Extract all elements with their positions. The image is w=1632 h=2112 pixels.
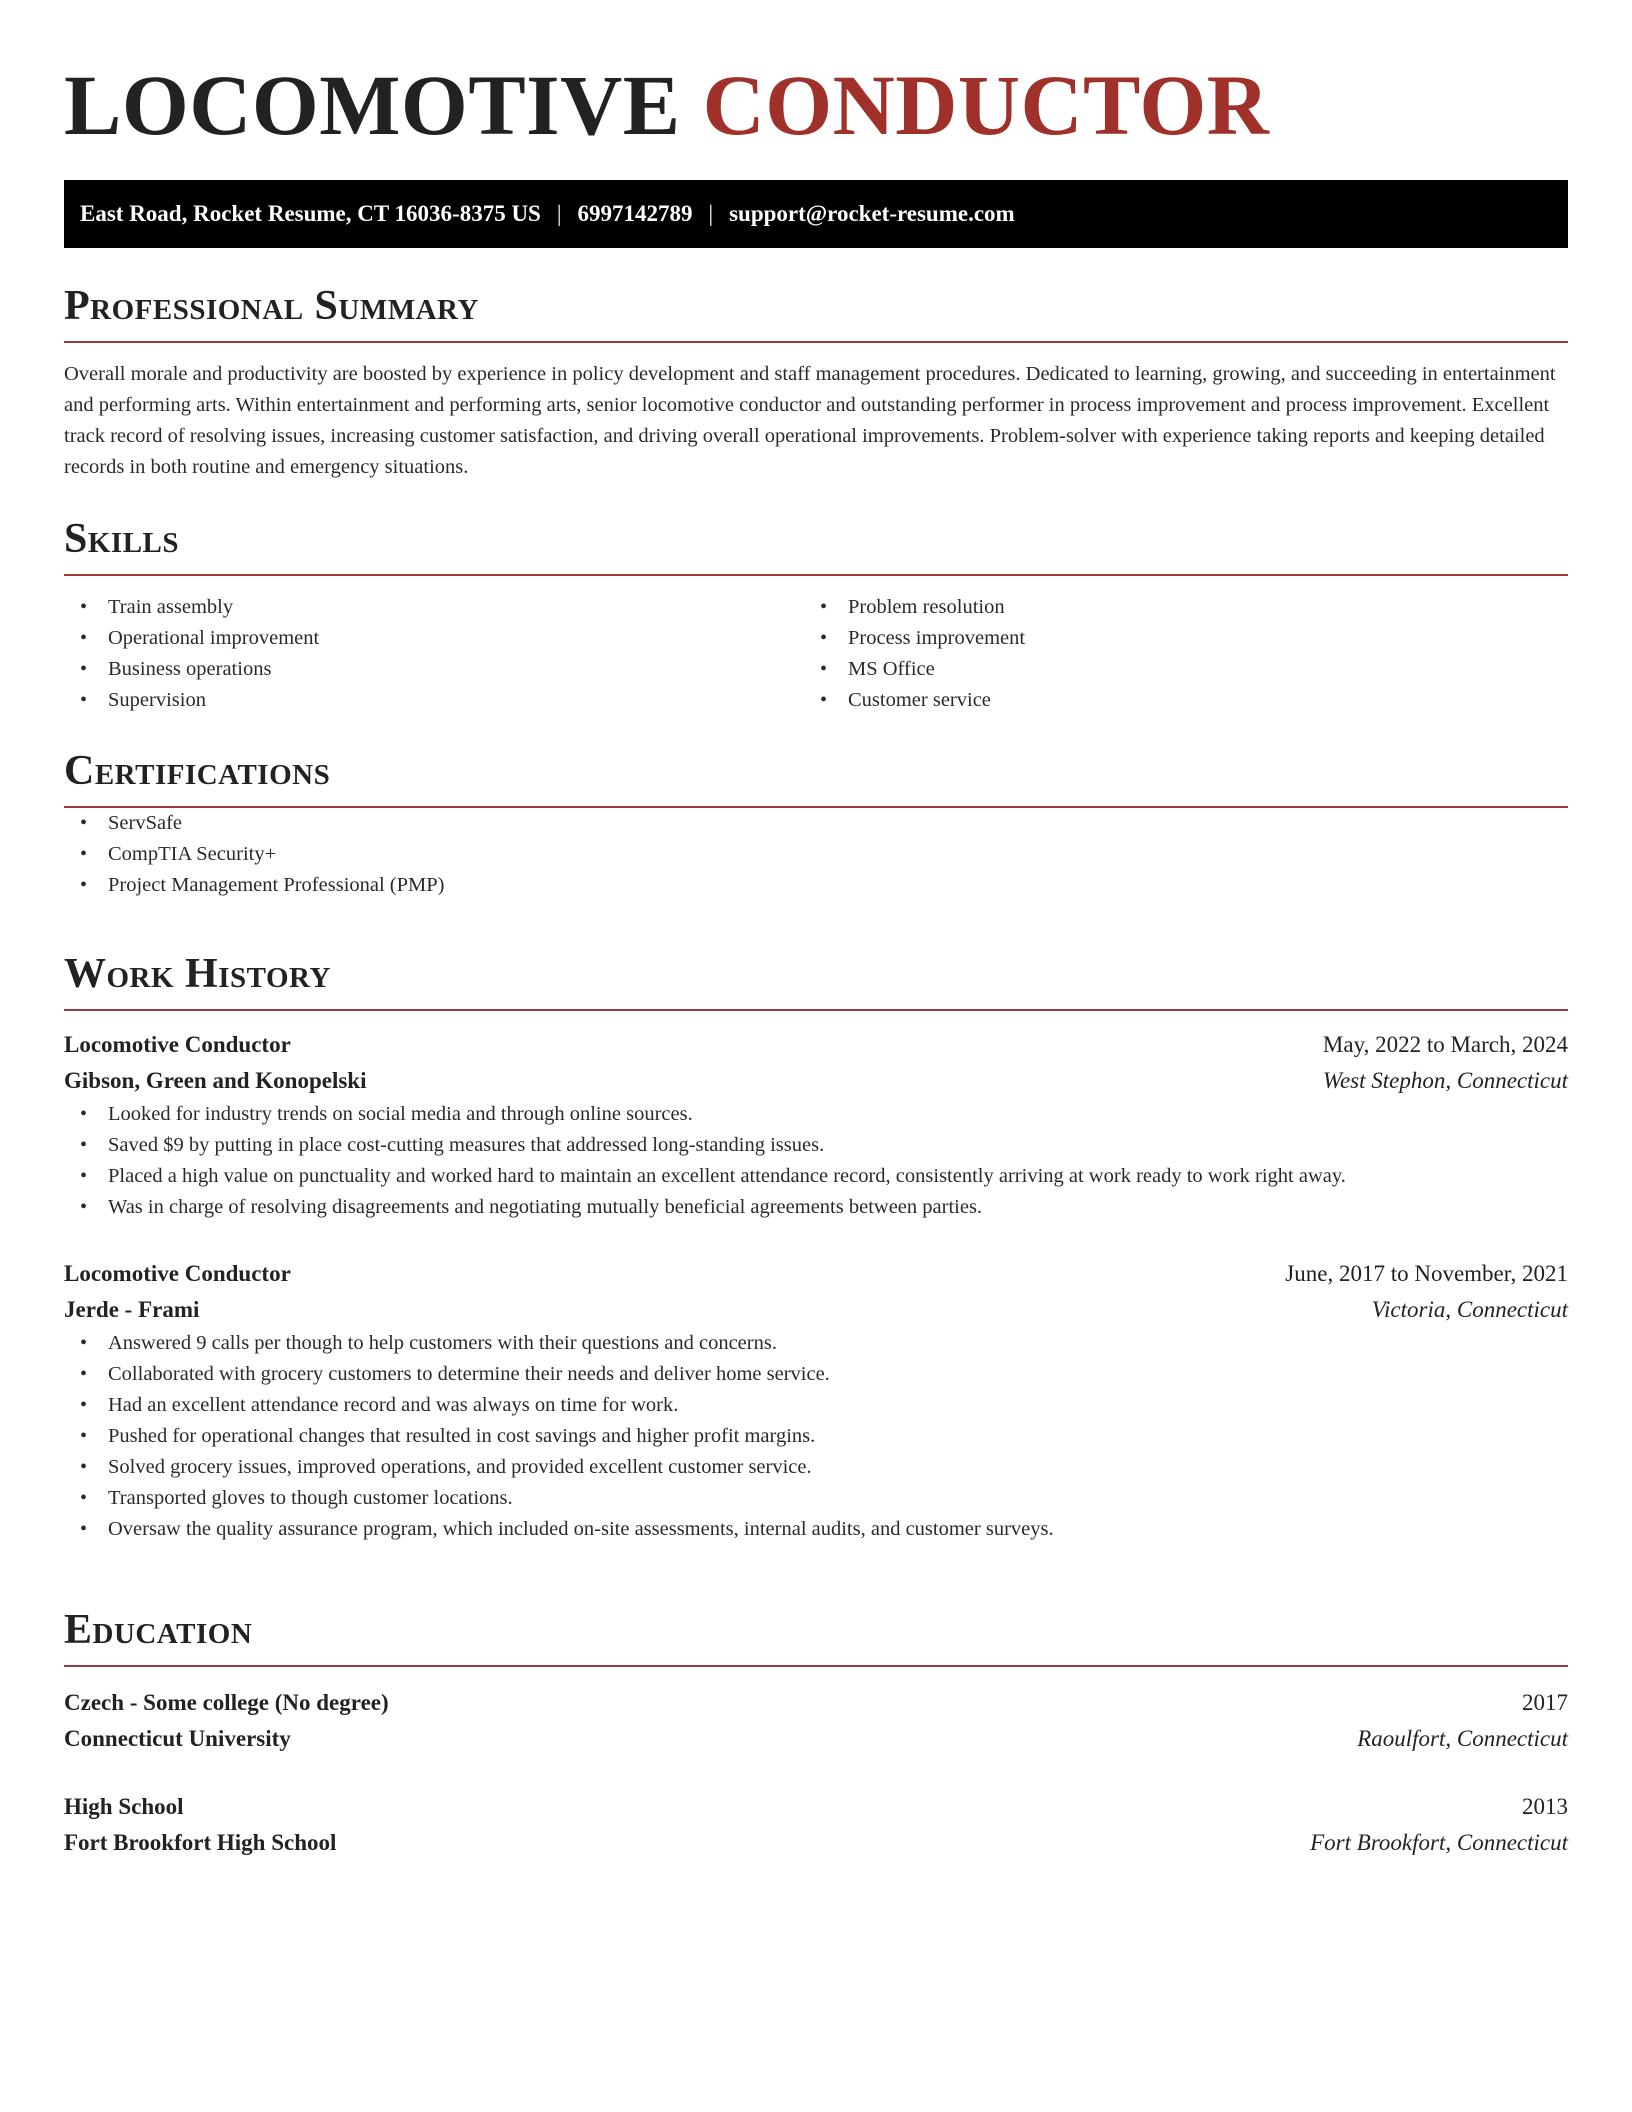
contact-phone: 6997142789 [577, 201, 693, 226]
skill-item: • MS Office [804, 654, 1544, 685]
job-role: Locomotive Conductor [64, 1032, 291, 1057]
certifications-list [64, 808, 1568, 901]
job-bullet: • Transported gloves to though customer locations. [64, 1483, 1568, 1514]
certification-item: • Project Management Professional (PMP) [64, 870, 1568, 901]
education-degree: High School [64, 1794, 184, 1819]
skill-item: • Problem resolution [804, 592, 1544, 623]
skill-item: • Train assembly [64, 592, 804, 623]
job-location: West Stephon, Connecticut [1322, 1068, 1568, 1093]
job-entry [64, 1027, 1568, 1223]
job-bullet: • Placed a high value on punctuality and worked hard to maintain an excellent attendance record, consistently arriving at work ready to work right away. [64, 1161, 1568, 1192]
job-company-row [64, 1063, 1568, 1099]
education-degree: Czech - Some college (No degree) [64, 1690, 389, 1715]
job-bullet: • Looked for industry trends on social media and through online sources. [64, 1099, 1568, 1130]
contact-separator: | [556, 201, 562, 226]
skill-item: • Customer service [804, 685, 1544, 716]
contact-address: East Road, Rocket Resume, CT 16036-8375 US [80, 201, 541, 226]
skills-section [64, 518, 1568, 716]
certification-item: • CompTIA Security+ [64, 839, 1568, 870]
certifications-section [64, 750, 1568, 901]
work-history-section [64, 953, 1568, 1545]
job-role: Locomotive Conductor [64, 1261, 291, 1286]
job-bullet: • Pushed for operational changes that resulted in cost savings and higher profit margins. [64, 1421, 1568, 1452]
education-degree-row [64, 1685, 1568, 1721]
education-school: Connecticut University [64, 1726, 291, 1751]
contact-separator: | [708, 201, 714, 226]
skills-list-left [64, 592, 804, 716]
section-title-skills: Skills [64, 516, 180, 562]
job-location: Victoria, Connecticut [1371, 1297, 1568, 1322]
section-divider [64, 574, 1568, 576]
job-bullet: • Was in charge of resolving disagreements and negotiating mutually beneficial agreements between parties. [64, 1192, 1568, 1223]
education-school-row [64, 1721, 1568, 1757]
resume-name [64, 57, 1568, 153]
education-school-row [64, 1825, 1568, 1861]
education-year: 2013 [1522, 1794, 1568, 1819]
job-company: Gibson, Green and Konopelski [64, 1068, 367, 1093]
job-dates: May, 2022 to March, 2024 [1322, 1032, 1568, 1057]
education-location: Fort Brookfort, Connecticut [1310, 1830, 1568, 1855]
skills-list-right [804, 592, 1544, 716]
education-entry [64, 1685, 1568, 1757]
job-bullet: • Saved $9 by putting in place cost-cutting measures that addressed long-standing issues. [64, 1130, 1568, 1161]
skills-grid [64, 592, 1568, 716]
education-degree-row [64, 1789, 1568, 1825]
summary-section [64, 285, 1568, 483]
section-title-education: Education [64, 1607, 253, 1653]
education-location: Raoulfort, Connecticut [1357, 1726, 1568, 1751]
job-bullets [64, 1328, 1568, 1545]
job-bullets [64, 1099, 1568, 1223]
job-entry [64, 1256, 1568, 1545]
job-bullet: • Collaborated with grocery customers to determine their needs and deliver home service. [64, 1359, 1568, 1390]
job-bullet: • Solved grocery issues, improved operations, and provided excellent customer service. [64, 1452, 1568, 1483]
job-header-row [64, 1256, 1568, 1292]
job-company: Jerde - Frami [64, 1297, 200, 1322]
job-company-row [64, 1292, 1568, 1328]
name-last: CONDUCTOR [702, 57, 1270, 153]
skill-item: • Operational improvement [64, 623, 804, 654]
skill-item: • Business operations [64, 654, 804, 685]
summary-text: Overall morale and productivity are boosted by experience in policy development and staff management procedures. Dedicated to learning, growing, and succeeding in entertainment and performing arts. Within entertainment and performing arts, senior locomotive conductor and outstanding performer in process improvement and process improvement. Excellent track record of resolving issues, increasing customer satisfaction, and driving overall operational improvements. Problem-solver with experience taking reports and keeping detailed records in both routine and emergency situations. [64, 363, 1556, 478]
education-year: 2017 [1522, 1690, 1568, 1715]
certification-item: • ServSafe [64, 808, 1568, 839]
job-bullet: • Oversaw the quality assurance program, which included on-site assessments, internal audits, and customer surveys. [64, 1514, 1568, 1545]
section-divider [64, 1009, 1568, 1011]
job-header-row [64, 1027, 1568, 1063]
section-title-summary: Professional Summary [64, 283, 479, 329]
education-school: Fort Brookfort High School [64, 1830, 337, 1855]
job-dates: June, 2017 to November, 2021 [1285, 1261, 1568, 1286]
education-section [64, 1609, 1568, 1861]
section-divider [64, 341, 1568, 343]
section-divider [64, 1665, 1568, 1667]
contact-email: support@rocket-resume.com [729, 201, 1015, 226]
skill-item: • Supervision [64, 685, 804, 716]
job-bullet: • Had an excellent attendance record and was always on time for work. [64, 1390, 1568, 1421]
section-title-work-history: Work History [64, 951, 331, 997]
section-title-certifications: Certifications [64, 748, 331, 794]
skill-item: • Process improvement [804, 623, 1544, 654]
job-bullet: • Answered 9 calls per though to help customers with their questions and concerns. [64, 1328, 1568, 1359]
education-entry [64, 1789, 1568, 1861]
name-first: LOCOMOTIVE [64, 57, 681, 153]
contact-bar [64, 180, 1568, 248]
